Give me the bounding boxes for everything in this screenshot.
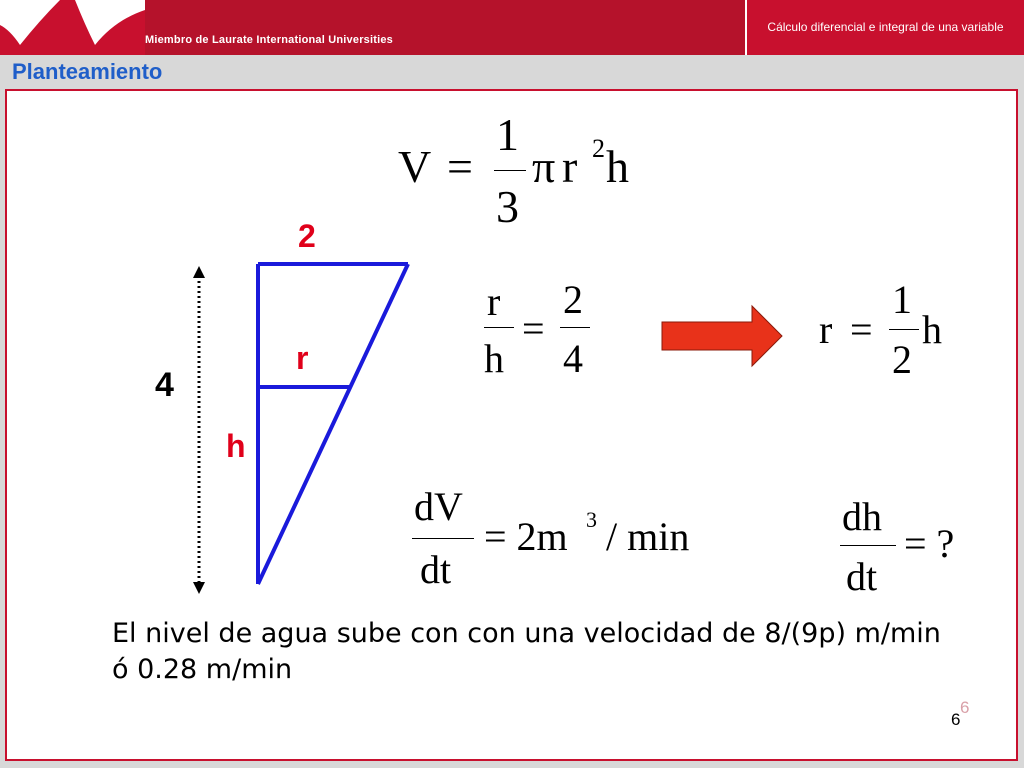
network-tagline: Miembro de Laurate International Universities [145,34,394,46]
dv-numerator: dV [414,484,463,529]
dv-rhs-exponent: 3 [586,507,597,532]
rexpr-num: 1 [892,277,912,322]
dv-rhs-unit: / min [606,514,690,559]
rexpr-h: h [922,307,942,352]
rexpr-equals: = [850,307,873,352]
formula-denominator: 3 [496,181,519,232]
rexpr-den: 2 [892,337,912,382]
dh-denominator: dt [846,554,878,599]
ratio-den-4: 4 [563,336,583,381]
ratio-line-1 [484,327,514,328]
slide-number: 6 [951,710,961,729]
formula-numerator: 1 [496,109,519,160]
formula-pi: π [532,141,556,192]
dh-numerator: dh [842,494,882,539]
formula-equals: = [447,141,473,192]
ratio-line-2 [560,327,590,328]
rexpr-r: r [819,307,833,352]
ratio-den-h: h [484,336,504,381]
answer-text: El nivel de agua sube con con una velocidad de 8/(9p) m/min ó 0.28 m/min [112,618,941,685]
slide-title: Planteamiento [12,59,163,84]
formula-v: V [398,141,432,192]
course-name: Cálculo diferencial e integral de una variable [745,0,1024,55]
formula-exponent: 2 [592,134,605,163]
dh-fraction-line [840,545,896,546]
cone-cross-section [258,264,408,584]
ratio-equals: = [522,306,545,351]
arrow-icon [662,306,782,366]
dv-denominator: dt [420,547,452,592]
rexpr-line [889,329,919,330]
ratio-num-2: 2 [563,277,583,322]
height-dimension-arrow [193,266,205,594]
cone-radius-label: 2 [298,218,316,254]
cone-height-label: 4 [155,366,174,404]
water-height-label: h [226,428,246,464]
dv-rhs-value: = 2m [484,514,568,559]
formula-h: h [606,141,629,192]
dv-fraction-line [412,538,474,539]
dh-rhs: = ? [904,521,955,566]
water-radius-label: r [296,340,309,376]
ratio-num-r: r [487,279,501,324]
slide-number-ghost: 6 [960,698,970,717]
formula-r: r [562,141,578,192]
